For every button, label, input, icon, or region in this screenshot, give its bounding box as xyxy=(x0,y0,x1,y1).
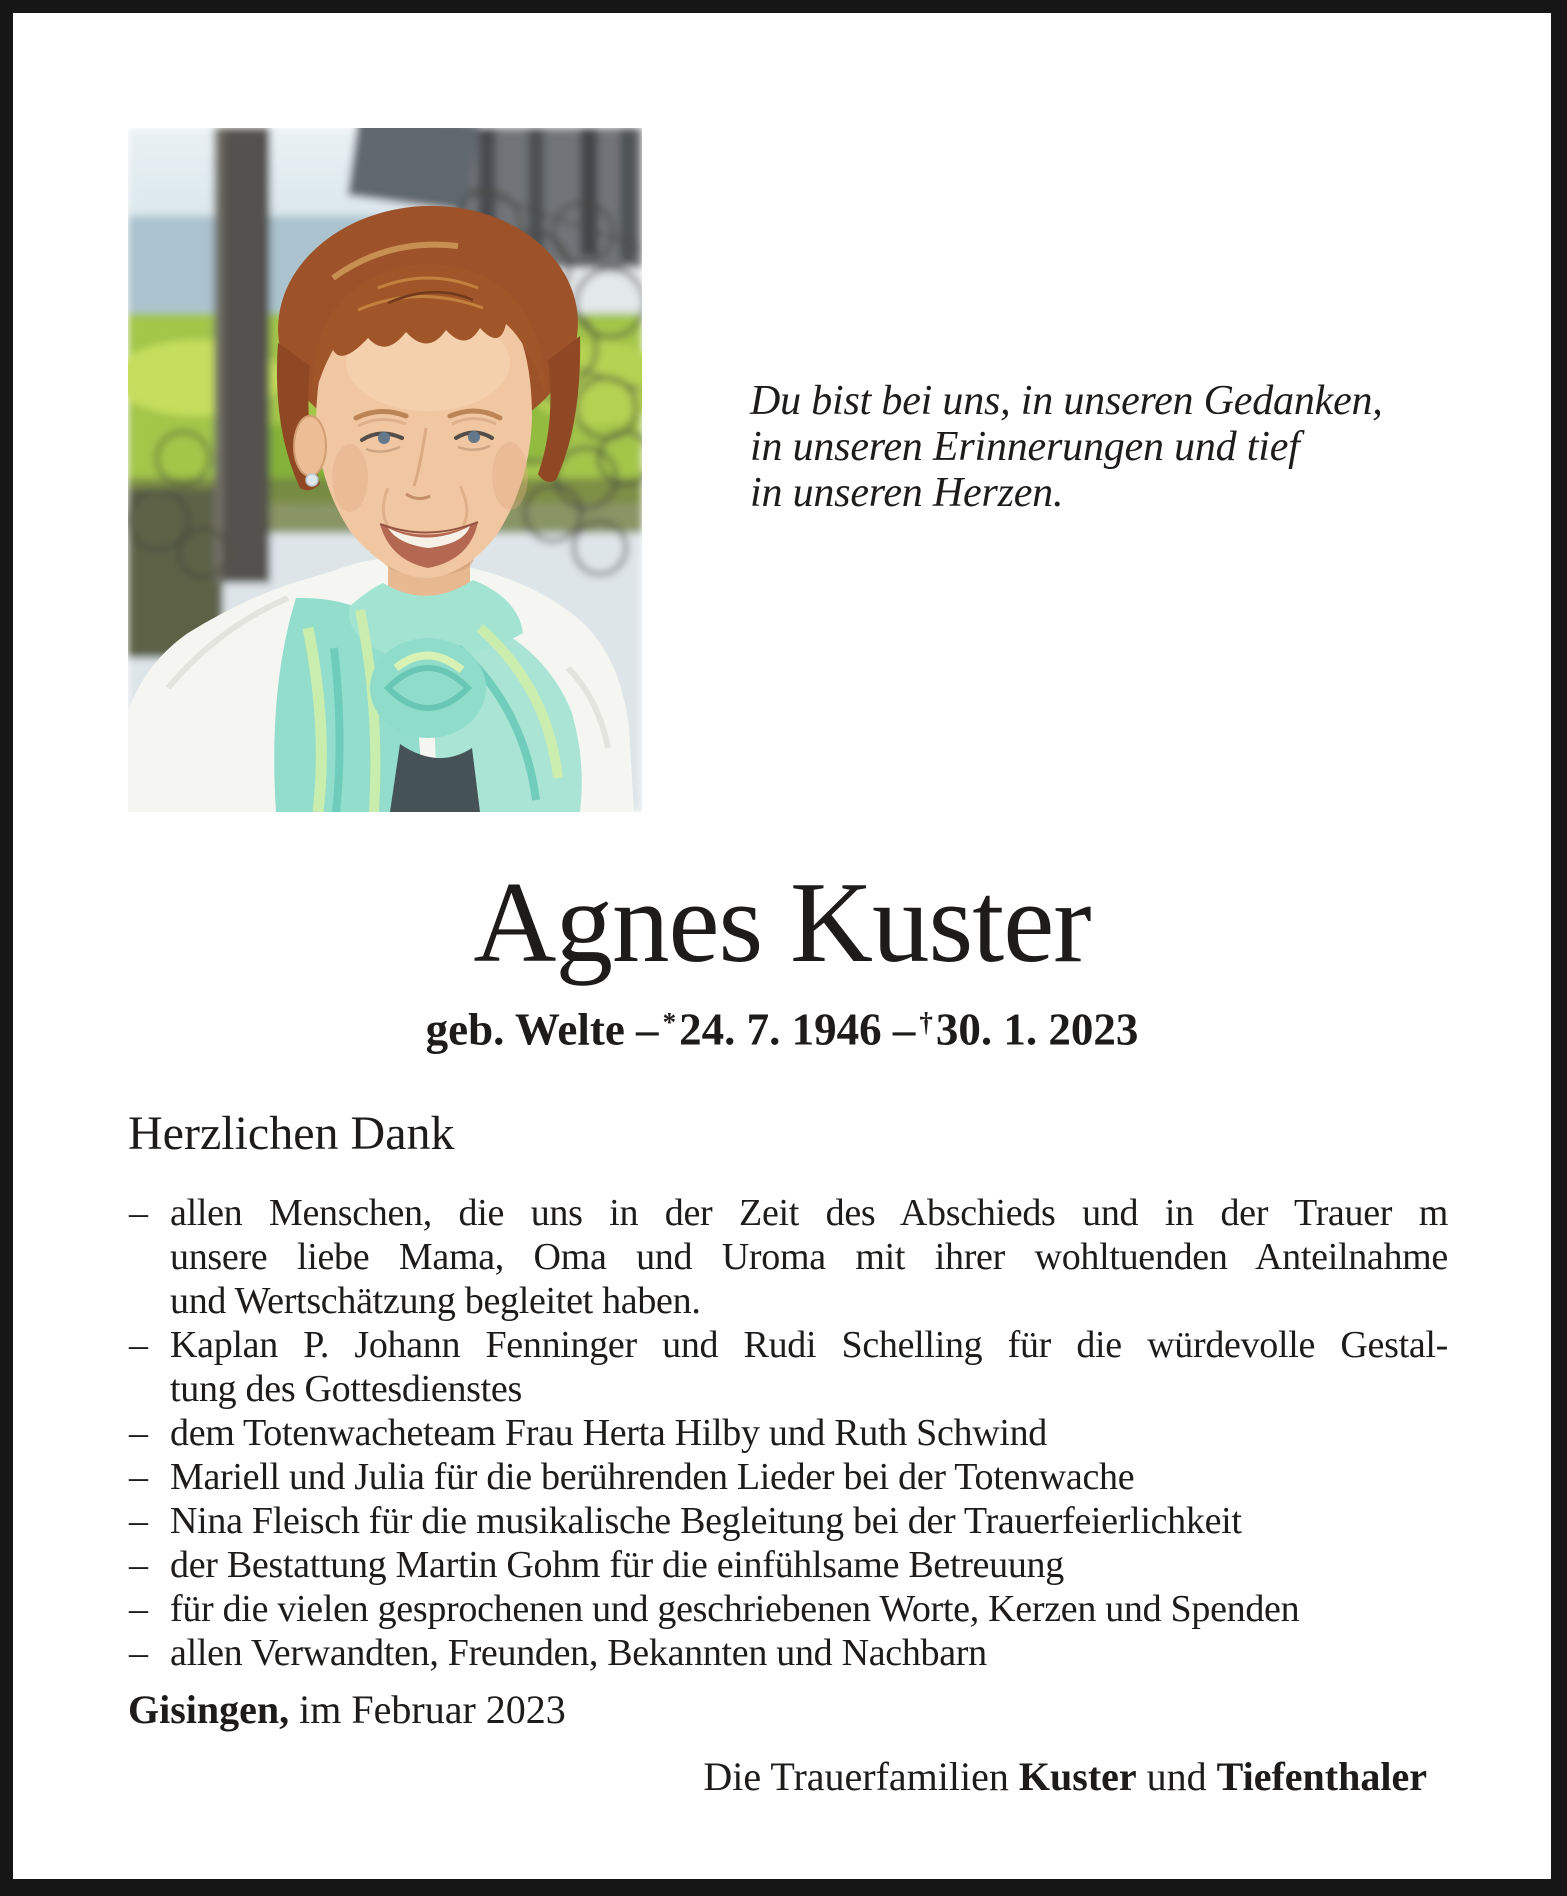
thanks-line: allen Verwandten, Freunden, Bekannten und Nachbarn xyxy=(170,1632,987,1674)
date-text: im Februar 2023 xyxy=(299,1687,566,1732)
thanks-line: allen Menschen, die uns in der Zeit des Abschieds und in der Trauer m xyxy=(170,1192,1448,1234)
bullet-dash: – xyxy=(129,1412,148,1454)
place-name: Gisingen, xyxy=(128,1687,290,1732)
deceased-name: Agnes Kuster xyxy=(473,859,1091,986)
died-symbol: † xyxy=(919,1007,933,1037)
bullet-dash: – xyxy=(129,1500,148,1542)
thanks-item xyxy=(128,1631,1448,1675)
thanks-item xyxy=(128,1411,1448,1455)
family-name-2: Tiefenthaler xyxy=(1216,1754,1427,1799)
thanks-line: Nina Fleisch für die musikalische Begleitung bei der Trauerfeierlichkeit xyxy=(170,1500,1242,1542)
thanks-item xyxy=(128,1499,1448,1543)
remembrance-quote xyxy=(750,378,1383,516)
families-line xyxy=(703,1754,1427,1800)
birth-death-line xyxy=(13,1000,1551,1053)
thanks-item xyxy=(128,1543,1448,1587)
thanks-item xyxy=(128,1191,1448,1323)
quote-line: Du bist bei uns, in unseren Gedanken, xyxy=(750,378,1383,424)
quote-line: in unseren Erinnerungen und tief xyxy=(750,424,1300,470)
thanks-line: tung des Gottesdienstes xyxy=(170,1368,522,1410)
quote-line: in unseren Herzen. xyxy=(750,470,1064,516)
bullet-dash: – xyxy=(129,1192,148,1234)
bullet-dash: – xyxy=(129,1544,148,1586)
thanks-line: Mariell und Julia für die berührenden Lieder bei der Totenwache xyxy=(170,1456,1135,1498)
born-symbol: * xyxy=(662,1007,677,1037)
bullet-dash: – xyxy=(129,1588,148,1630)
thanks-heading: Herzlichen Dank xyxy=(128,1107,455,1160)
thanks-line: und Wertschätzung begleitet haben. xyxy=(170,1280,701,1322)
thanks-line: der Bestattung Martin Gohm für die einfühlsame Betreuung xyxy=(170,1544,1064,1586)
death-date: 30. 1. 2023 xyxy=(935,1004,1139,1055)
bullet-dash: – xyxy=(129,1632,148,1674)
bullet-dash: – xyxy=(129,1324,148,1366)
families-conjunction: und xyxy=(1146,1754,1207,1799)
thanks-line: dem Totenwacheteam Frau Herta Hilby und Ruth Schwind xyxy=(170,1412,1048,1454)
thanks-item xyxy=(128,1587,1448,1631)
place-date-line xyxy=(128,1687,566,1733)
thanks-line: unsere liebe Mama, Oma und Uroma mit ihrer wohltuenden Anteilnahme xyxy=(170,1236,1448,1278)
families-prefix: Die Trauerfamilien xyxy=(703,1754,1009,1799)
thanks-line: Kaplan P. Johann Fenninger und Rudi Schelling für die würdevolle Gestal- xyxy=(170,1324,1448,1366)
birth-date: 24. 7. 1946 – xyxy=(679,1004,916,1055)
family-name-1: Kuster xyxy=(1018,1754,1137,1799)
portrait-photo xyxy=(128,128,642,812)
thanks-list xyxy=(128,1191,1448,1675)
bullet-dash: – xyxy=(129,1456,148,1498)
thanks-item xyxy=(128,1455,1448,1499)
maiden-name: geb. Welte – xyxy=(425,1004,659,1055)
thanks-line: für die vielen gesprochenen und geschriebenen Worte, Kerzen und Spenden xyxy=(170,1588,1300,1630)
thanks-item xyxy=(128,1323,1448,1411)
portrait-photo-art xyxy=(128,128,642,812)
